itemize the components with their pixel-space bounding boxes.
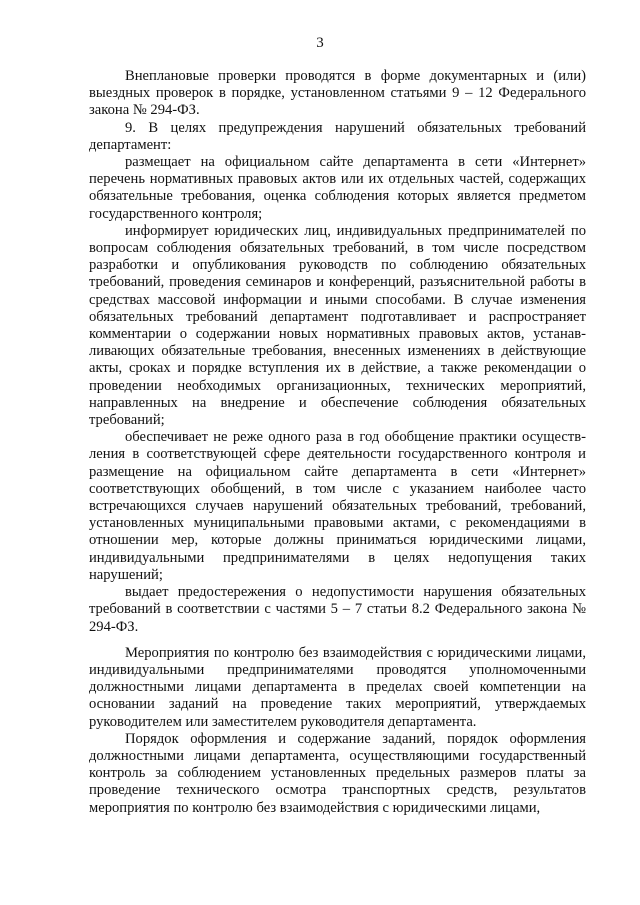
paragraph-annual-summary: обеспечивает не реже одного раза в год обобщение практики осуществления в соответствующей сфере деятельности государственного контроля и размещение на официальном сайте департамента в сети «Интернет» соответствующих обобщений, в том числе с указанием наиболее часто встречающихся случаев нарушений обязательных требований, требований, установленных муниципальными правовыми актами, с рекомендациями в отношении мер, которые должны приниматься юридическими лицами, индивидуальными предпринимателями в целях недопущения таких нарушений; (89, 429, 586, 583)
paragraph-issues-warnings: выдает предостережения о недопустимости нарушения обязательных требований в соответствии с частями 5 – 7 статьи 8.2 Федерального закона № 294-ФЗ. (89, 584, 586, 635)
paragraph-informs-entities: информирует юридических лиц, индивидуальных предпринимателей по вопросам соблюдения обязательных требований, в том числе посредством разработки и опубликования руководств по соблюдению обязательных требований, проведения семинаров и конференций, разъяснительной работы в средствах массовой информации и иными способами. В случае изменения обязательных требований департамент подготавливает и распространяет комментарии о содержании новых нормативных правовых актов, устанавливающих обязательные требования, внесенных изменениях в действующие акты, сроках и порядке вступления их в действие, а также рекомендации о проведении необходимых организационных, технических мероприятий, направленных на внедрение и обеспечение соблюдения обязательных требований; (89, 222, 586, 429)
paragraph-item-9-intro: 9. В целях предупреждения нарушений обязательных требований департамент: (89, 119, 586, 153)
page-number: 3 (316, 35, 324, 51)
paragraph-unplanned-inspections: Внеплановые проверки проводятся в форме документарных и (или) выездных проверок в порядке, установленном статьями 9 – 12 Федерального закона № 294-ФЗ. (89, 68, 586, 119)
paragraph-publishes-acts-list: размещает на официальном сайте департамента в сети «Интернет» перечень нормативных правовых актов или их отдельных частей, содержащих обязательные требования, оценка соблюдения которых является предметом государственного контроля; (89, 154, 586, 222)
document-body (89, 68, 586, 817)
paragraph-control-measures: Мероприятия по контролю без взаимодействия с юридическими лицами, индивидуальными предпринимателями проводятся уполномоченными должностными лицами департамента в пределах своей компетенции на основании заданий на проведение таких мероприятий, утверждаемых руководителем или заместителем руководителя департамента. (89, 644, 586, 730)
paragraph-task-procedure: Порядок оформления и содержание заданий, порядок оформления должностными лицами департамента, осуществляющими государственный контроль за соблюдением установленных предельных размеров платы за проведение технического осмотра транспортных средств, результатов мероприятия по контролю без взаимодействия с юридическими лицами, (89, 730, 586, 816)
